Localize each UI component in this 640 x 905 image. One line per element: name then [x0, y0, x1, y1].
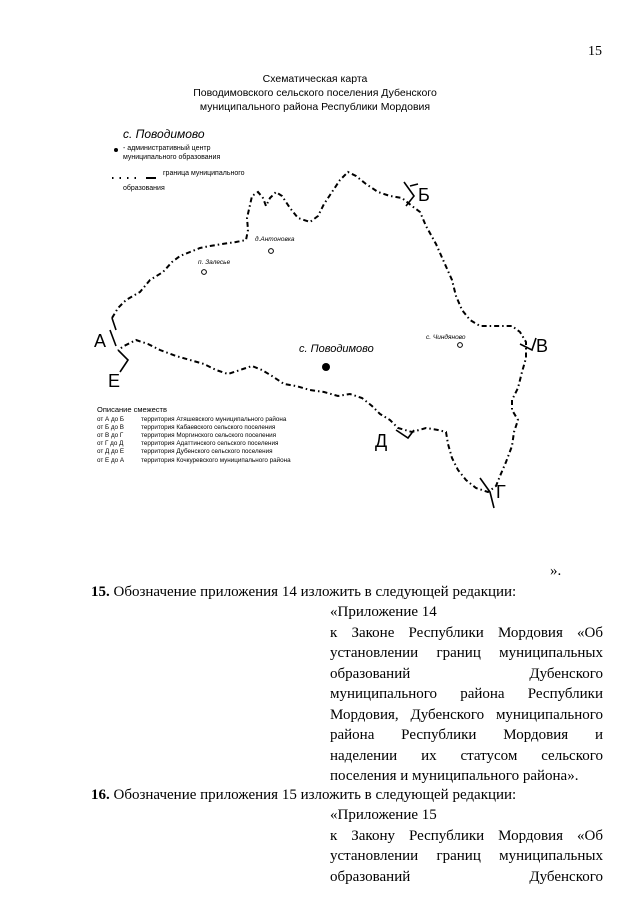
chindyanovo-marker — [458, 343, 463, 348]
point-g-label: Г — [496, 482, 506, 502]
point-a-label: А — [94, 331, 107, 351]
point-v-label: В — [536, 336, 549, 356]
adjacency-text: территория Адаттинского сельского поселения — [141, 440, 279, 448]
section-16-number: 16. — [91, 787, 110, 803]
adjacency-text: территория Дубенского сельского поселения — [141, 448, 273, 456]
section-15-text: Обозначение приложения 14 изложить в следующей редакции: — [109, 584, 517, 600]
adjacency-range: от Д до Е — [97, 448, 125, 456]
section-15-heading — [91, 582, 516, 602]
map-title-line: Схематическая карта — [262, 73, 368, 85]
map-title-line: Поводимовского сельского поселения Дубенского — [193, 87, 437, 99]
section-16-appendix-block — [330, 805, 603, 887]
appendix-line: к Законе Республики Мордовия «Об — [330, 624, 603, 641]
adjacency-range: от В до Г — [97, 432, 124, 440]
place-zaleste: п. Залесье — [198, 259, 231, 266]
adjacency-row — [97, 457, 291, 465]
appendix-title: «Приложение 14 — [330, 604, 437, 620]
legend-center-desc-line: - административный центр — [123, 145, 211, 152]
point-d-label: Д — [375, 431, 388, 451]
section-16-text: Обозначение приложения 15 изложить в следующей редакции: — [109, 787, 517, 803]
adjacency-description — [97, 406, 291, 465]
place-antonovka: д.Антоновка — [255, 236, 295, 243]
map-title-line: муниципального района Республики Мордовия — [199, 101, 431, 113]
section-16-heading — [91, 785, 516, 805]
appendix-title: «Приложение 15 — [330, 807, 437, 823]
place-chindyanovo: с. Чиндяново — [426, 334, 466, 341]
point-g-tick — [480, 478, 494, 508]
point-a-tick — [110, 318, 116, 346]
appendix-line: образований Дубенского — [330, 665, 603, 682]
povodimovo-marker — [322, 363, 330, 371]
point-e-label: Е — [108, 371, 121, 391]
point-v-tick — [520, 338, 536, 350]
place-povodimovo: с. Поводимово — [299, 343, 374, 355]
point-e-tick — [118, 350, 128, 372]
appendix-line: наделении их статусом сельского — [330, 747, 603, 764]
legend-center-symbol — [114, 148, 118, 152]
adjacency-title: Описание смежеств — [97, 405, 167, 414]
adjacency-text: территория Кочкуревского муниципального района — [141, 456, 291, 464]
adjacency-range: от Б до В — [97, 424, 125, 432]
zaleste-marker — [202, 270, 207, 275]
page-number: 15 — [588, 44, 602, 59]
adjacency-row — [97, 416, 291, 424]
appendix-line: к Закону Республики Мордовия «Об — [330, 827, 603, 844]
legend-center-desc — [123, 145, 303, 162]
legend-border-desc-2: образования — [123, 184, 165, 192]
legend-border-desc: граница муниципального — [163, 170, 245, 177]
adjacency-row — [97, 448, 291, 456]
appendix-line: муниципального района Республики — [330, 686, 603, 702]
legend-center-desc-line: муниципального образования — [123, 153, 221, 161]
section-15-number: 15. — [91, 584, 110, 600]
appendix-line: Мордовия, Дубенского муниципального — [330, 706, 603, 723]
adjacency-row — [97, 432, 291, 440]
legend-center-name: с. Поводимово — [123, 127, 205, 141]
adjacency-row — [97, 424, 291, 432]
appendix-line: установлении границ муниципальных — [330, 848, 603, 864]
adjacency-range: от Е до А — [97, 456, 125, 464]
closing-quote: ». — [550, 563, 562, 579]
appendix-line: установлении границ муниципальных — [330, 645, 603, 661]
section-15-appendix-block — [330, 602, 603, 787]
antonovka-marker — [269, 249, 274, 254]
point-b-label: Б — [418, 185, 430, 205]
adjacency-text: территория Кабаевского сельского поселения — [141, 424, 276, 432]
map-legend — [123, 127, 303, 193]
appendix-line: образований Дубенского — [330, 868, 603, 885]
adjacency-text: территория Атяшевского муниципального района — [141, 416, 287, 424]
appendix-line: поселения и муниципального района». — [330, 768, 579, 784]
adjacency-range: от А до Б — [97, 416, 125, 424]
adjacency-text: территория Моргинского сельского поселения — [141, 432, 277, 440]
appendix-line: района Республики Мордовия и — [330, 727, 603, 743]
adjacency-range: от Г до Д — [97, 440, 124, 448]
